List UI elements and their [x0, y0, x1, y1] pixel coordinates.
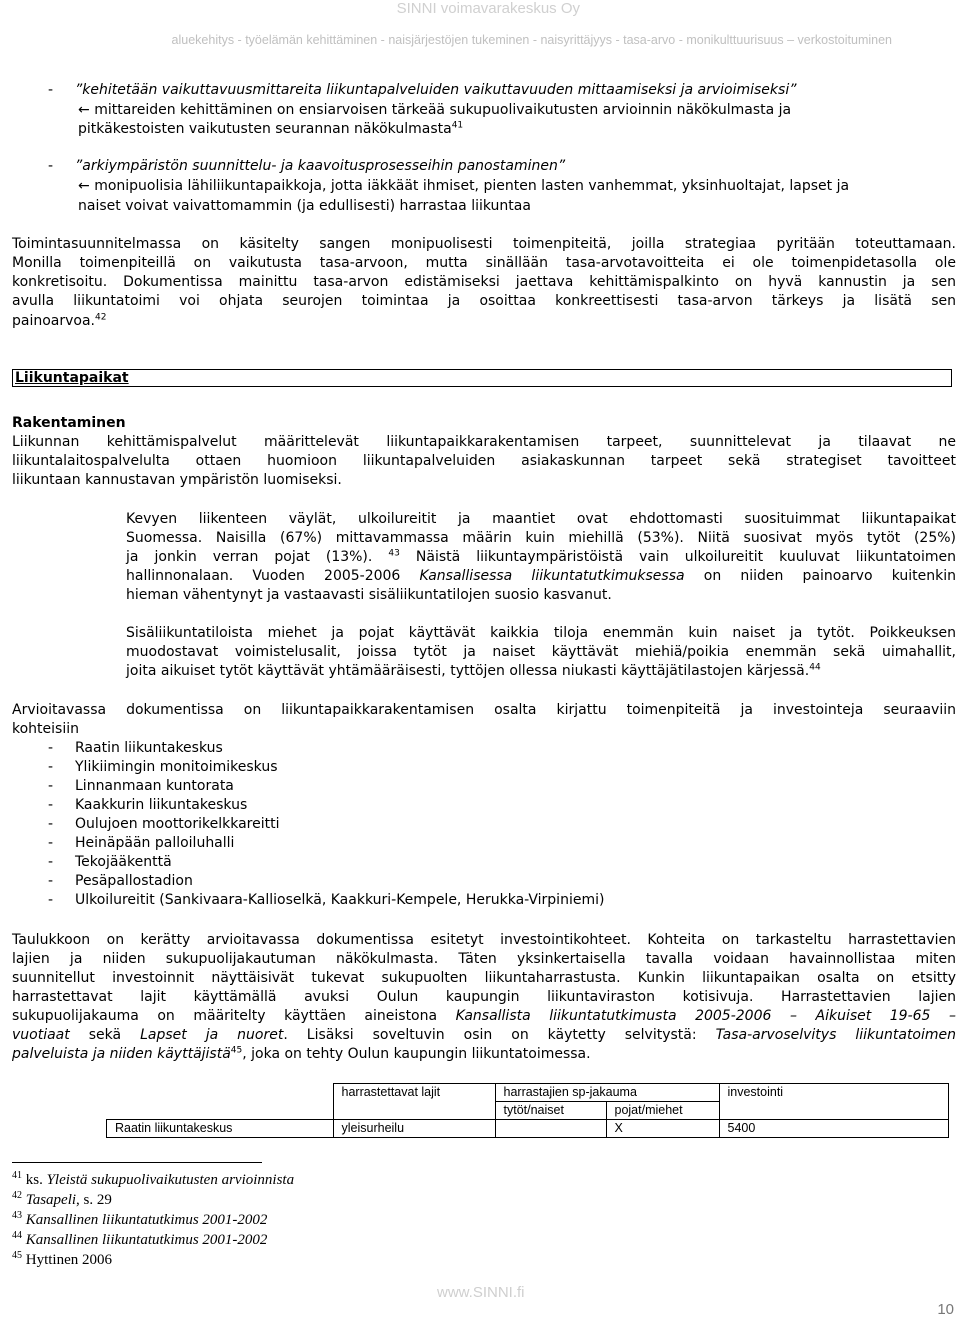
- bullet-1: ”kehitetään vaikuttavuusmittareita liikuntapalveluiden vaikuttavuuden mittaamiseksi ja arvioimiseksi”: [75, 82, 797, 98]
- table-cell: 5400: [719, 1120, 948, 1138]
- indent-line: hallinnonalaan. Vuoden 2005-2006 Kansallisessa liikuntatutkimuksessa on niiden painoarvo kuitenkin: [126, 568, 956, 584]
- footnote-ref: 41: [451, 120, 464, 131]
- list-item: Ylikiimingin monitoimikeskus: [75, 759, 278, 775]
- para-line: harrastettavat lajit käyttämällä avuksi Oulun kaupungin liikuntaviraston kotisivuja. Harrastettavien lajien: [12, 989, 956, 1005]
- list-item: Pesäpallostadion: [75, 873, 193, 889]
- bullet-dash: -: [48, 82, 54, 98]
- page-number: 10: [937, 1301, 954, 1318]
- para1-line: Monilla toimenpiteillä on vaikutusta tasa-arvoon, mutta sinällään tasa-arvotavoitteita ei ole toimenpidetasolla ole: [12, 255, 956, 271]
- bullet-1-sub-2: pitkäkestoisten vaikutusten seurannan näkökulmasta$^{41}$: [78, 120, 464, 137]
- table-corner: [107, 1084, 334, 1120]
- footnote-ref: 45: [230, 1045, 243, 1056]
- para-line: suunnitellut investoinnit näyttäisivät tukevat sukupuolten liikuntaharrastusta. Kunkin liikuntapaikan osalta on etsitty: [12, 970, 956, 986]
- para-line: liikuntaan kannustavan ympäristön luomiseksi.: [12, 472, 342, 488]
- footnote: $^{44}$ Kansallinen liikuntatutkimus 2001-2002: [12, 1230, 268, 1248]
- list-dash: -: [48, 816, 54, 832]
- section-heading-box: [12, 369, 952, 387]
- para-line: Liikunnan kehittämispalvelut määrittelevät liikuntapaikkarakentamisen tarpeet, suunnittelevat ja tilaavat ne: [12, 434, 956, 450]
- bullet-2-sub-1: ← monipuolisia lähiliikuntapaikkoja, jotta iäkkäät ihmiset, pienten lasten vanhemmat, yksinhuoltajat, lapset ja: [78, 178, 850, 194]
- para-line: liikuntalaitospalvelulta ottaen huomioon liikuntapalveluiden asiakaskunnan tarpeet sekä strategiset tavoitteet: [12, 453, 956, 469]
- list-dash: -: [48, 892, 54, 908]
- investment-table: [106, 1083, 949, 1138]
- para1-line: konkretisoitu. Dokumentissa mainittu tasa-arvon edistämiseksi jaettava kehittämispalkinto on hyvä kannustin ja sen: [12, 274, 956, 290]
- indent-line: hieman vähentynyt ja vastaavasti sisäliikuntatilojen suosio kasvanut.: [126, 587, 612, 603]
- table-cell: X: [606, 1120, 719, 1138]
- para-line: kohteisiin: [12, 721, 79, 737]
- table-row: [107, 1120, 949, 1138]
- table-header: tytöt/naiset: [495, 1102, 606, 1120]
- table-cell: [495, 1120, 606, 1138]
- bullet-1-sub-1: ← mittareiden kehittäminen on ensiarvoisen tärkeää sukupuolivaikutusten arvioinnin näkökulmasta ja: [78, 102, 792, 118]
- indent-line: Sisäliikuntatiloista miehet ja pojat käyttävät kaikkia tiloja enemmän kuin naiset ja tytöt. Poikkeuksen: [126, 625, 956, 641]
- footnote: $^{43}$ Kansallinen liikuntatutkimus 2001-2002: [12, 1210, 268, 1228]
- list-dash: -: [48, 854, 54, 870]
- table-header: harrastettavat lajit: [333, 1084, 495, 1120]
- para-line: Arvioitavassa dokumentissa on liikuntapaikkarakentamisen osalta kirjattu toimenpiteitä ja investointeja seuraaviin: [12, 702, 956, 718]
- indent-line: muodostavat voimistelusalit, joissa tytöt ja naiset käyttävät miehiä/poikia enemmän sekä uimahallit,: [126, 644, 956, 660]
- para-line: lajien ja niiden sukupuolijakautuman näkökulmasta. Täten yksinkertaisella tavalla voidaan havainnollistaa miten: [12, 951, 956, 967]
- indent-line: joita aikuiset tytöt käyttävät yhtämääräisesti, tyttöjen ollessa niukasti käyttäjätilastojen kärjessä.$^{44}$: [126, 662, 821, 679]
- footnote: $^{42}$ Tasapeli, s. 29: [12, 1190, 112, 1208]
- list-item: Heinäpään palloiluhalli: [75, 835, 235, 851]
- list-item: Ulkoilureitit (Sankivaara-Kallioselkä, Kaakkuri-Kempele, Herukka-Virpiniemi): [75, 892, 605, 908]
- footer-site: www.SINNI.fi: [437, 1284, 525, 1301]
- indent-line: ja jonkin verran pojat (13%). $^{43}$ Näistä liikuntaympäristöistä vain ulkoilureitit kuuluvat liikuntatoimen: [126, 548, 956, 565]
- table-cell: yleisurheilu: [333, 1120, 495, 1138]
- list-item: Raatin liikuntakeskus: [75, 740, 223, 756]
- indent-line: Kevyen liikenteen väylät, ulkoilureitit ja maantiet ovat ehdottomasti suosituimmat liikuntapaikat: [126, 511, 956, 527]
- para-line: Taulukkoon on kerätty arvioitavassa dokumentissa esitetyt investointikohteet. Kohteita on tarkasteltu harrastettavien: [12, 932, 956, 948]
- section-heading: Liikuntapaikat: [15, 370, 129, 386]
- footnote-ref: 43: [388, 548, 400, 559]
- footnote-ref: 44: [809, 662, 821, 673]
- footnote: $^{45}$ Hyttinen 2006: [12, 1250, 112, 1268]
- list-dash: -: [48, 778, 54, 794]
- list-dash: -: [48, 759, 54, 775]
- para1-line: Toimintasuunnitelmassa on käsitelty sangen monipuolisesti toimenpiteitä, joilla strategiaa pyritään toteuttamaan.: [12, 236, 956, 252]
- list-dash: -: [48, 740, 54, 756]
- header-title: SINNI voimavarakeskus Oy: [396, 0, 580, 17]
- table-header: investointi: [719, 1084, 948, 1120]
- bullet-dash: -: [48, 158, 54, 174]
- table-header: pojat/miehet: [606, 1102, 719, 1120]
- list-item: Tekojääkenttä: [75, 854, 172, 870]
- header-subtitle: aluekehitys - työelämän kehittäminen - naisjärjestöjen tukeminen - naisyrittäjyys - tasa-arvo - monikulttuurisuus – verkostoituminen: [171, 33, 892, 47]
- bullet-2: ”arkiympäristön suunnittelu- ja kaavoitusprosesseihin panostaminen”: [75, 158, 566, 174]
- list-item: Kaakkurin liikuntakeskus: [75, 797, 248, 813]
- footnote-rule: [12, 1162, 262, 1163]
- para1-line: avulla liikuntatoimi voi ohjata seurojen toimintaa ja osoittaa konkreettisesti tasa-arvon tärkeys ja lisätä sen: [12, 293, 956, 309]
- table-header: harrastajien sp-jakauma: [495, 1084, 719, 1102]
- list-dash: -: [48, 873, 54, 889]
- list-item: Oulujoen moottorikelkkareitti: [75, 816, 280, 832]
- arrow-left-icon: ←: [78, 102, 90, 118]
- para-line: palveluista ja niiden käyttäjistä$^{45}$, joka on tehty Oulun kaupungin liikuntatoimessa.: [12, 1045, 591, 1062]
- para1-line: painoarvoa.$^{42}$: [12, 312, 107, 329]
- para-line: sukupuolijakauma on määritelty käyttäen aineistona Kansallista liikuntatutkimusta 2005-2006 – Aikuiset 19-65 –: [12, 1008, 957, 1024]
- arrow-left-icon: ←: [78, 178, 90, 194]
- indent-line: Suomessa. Naisilla (67%) mittavammassa määrin kuin miehillä (53%). Niitä suosivat myös tytöt (25%): [126, 530, 956, 546]
- subheading: Rakentaminen: [12, 415, 126, 431]
- para-line: vuotiaat sekä Lapset ja nuoret. Lisäksi soveltuvin osin on käytetty selvitystä: Tasa-arvoselvitys liikuntatoimen: [12, 1027, 957, 1043]
- bullet-2-sub-2: naiset voivat vaivattomammin (ja edullisesti) harrastaa liikuntaa: [78, 198, 531, 214]
- list-dash: -: [48, 835, 54, 851]
- footnote: $^{41}$ ks. Yleistä sukupuolivaikutusten arvioinnista: [12, 1170, 295, 1188]
- list-dash: -: [48, 797, 54, 813]
- footnote-ref: 42: [95, 312, 107, 323]
- list-item: Linnanmaan kuntorata: [75, 778, 234, 794]
- table-cell: Raatin liikuntakeskus: [107, 1120, 334, 1138]
